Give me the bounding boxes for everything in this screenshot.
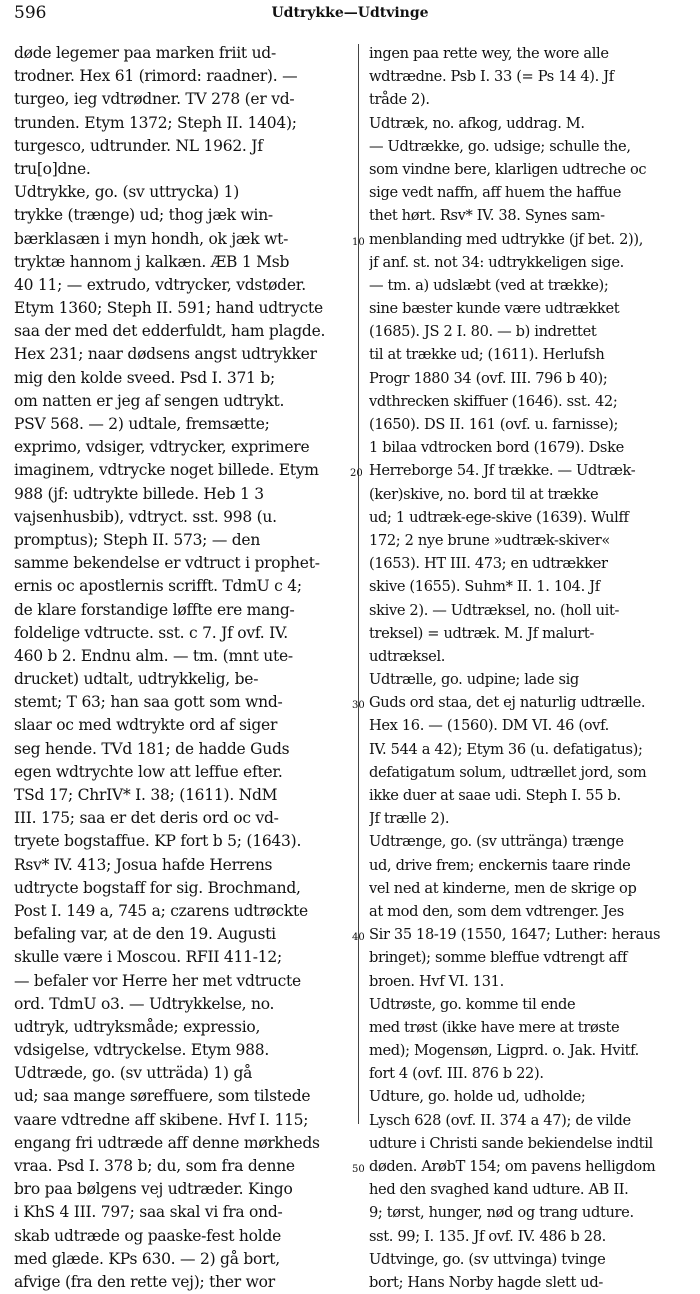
text-line: seg hende. TVd 181; de hadde Guds bbox=[14, 739, 290, 758]
text-line: promptus); Steph II. 573; — den bbox=[14, 530, 261, 549]
line-number-40: 40 bbox=[352, 932, 365, 943]
text-line: med trøst (ikke have mere at trøste bbox=[369, 1018, 620, 1036]
text-line: døde legemer paa marken friit ud- bbox=[14, 44, 276, 62]
text-line: tryete bogstaffue. KP fort b 5; (1643). bbox=[14, 832, 302, 851]
text-line: (1650). DS II. 161 (ovf. u. farnisse); bbox=[369, 416, 619, 433]
text-line: foldelige vdtructe. sst. c 7. Jf ovf. IV. bbox=[14, 623, 288, 642]
text-line: tru[o]dne. bbox=[14, 159, 91, 178]
text-line: skive (1655). Suhm* II. 1. 104. Jf bbox=[369, 578, 600, 596]
text-line: døden. ArøbT 154; om pavens helligdom bbox=[369, 1158, 656, 1175]
line-number-20: 20 bbox=[350, 468, 363, 479]
text-line: egen wdtrychte low att leffue efter. bbox=[14, 762, 283, 781]
text-line: samme bekendelse er vdtruct i prophet- bbox=[14, 554, 320, 573]
text-line: bringet); somme bleffue vdtrengt aff bbox=[369, 949, 628, 967]
text-line: Hex 231; naar dødsens angst udtrykker bbox=[14, 345, 317, 364]
text-line: vel ned at kinderne, men de skrige op bbox=[369, 879, 637, 897]
text-line: turgeo, ieg vdtrødner. TV 278 (er vd- bbox=[14, 90, 295, 109]
text-line: Udtrælle, go. udpine; lade sig bbox=[369, 671, 579, 689]
text-line: 460 b 2. Endnu alm. — tm. (mnt ute- bbox=[14, 646, 293, 665]
left-column bbox=[14, 42, 348, 1294]
text-line: treksel) = udtræk. M. Jf malurt- bbox=[369, 624, 595, 642]
text-line: mig den kolde sveed. Psd I. 371 b; bbox=[14, 368, 275, 387]
text-line: slaar oc med wdtrykte ord af siger bbox=[14, 716, 278, 735]
text-line: Udtrænge, go. (sv uttränga) trænge bbox=[369, 833, 624, 851]
text-line: bro paa bølgens vej udtræder. Kingo bbox=[14, 1180, 293, 1199]
text-line: sst. 99; I. 135. Jf ovf. IV. 486 b 28. bbox=[369, 1227, 606, 1245]
text-line: udtryk, udtryksmåde; expressio, bbox=[14, 1017, 261, 1036]
line-number-30: 30 bbox=[352, 700, 365, 711]
text-line: bort; Hans Norby hagde slett ud- bbox=[369, 1273, 603, 1291]
text-line: Etym 1360; Steph II. 591; hand udtrycte bbox=[14, 299, 323, 318]
text-line: til at trække ud; (1611). Herlufsh bbox=[369, 346, 605, 364]
text-line: ikke duer at saae udi. Steph I. 55 b. bbox=[369, 787, 621, 804]
text-line: trodner. Hex 61 (rimord: raadner). — bbox=[14, 67, 298, 86]
text-line: Progr 1880 34 (ovf. III. 796 b 40); bbox=[369, 369, 608, 387]
text-line: IV. 544 a 42); Etym 36 (u. defatigatus); bbox=[369, 740, 643, 758]
text-line: tråde 2). bbox=[369, 91, 430, 109]
text-line: Lysch 628 (ovf. II. 374 a 47); de vilde bbox=[369, 1111, 631, 1129]
text-line: saa der med det edderfuldt, ham plagde. bbox=[14, 322, 326, 341]
text-line: Udtrøste, go. komme til ende bbox=[369, 995, 576, 1013]
text-line: hed den svaghed kand udture. AB II. bbox=[369, 1181, 629, 1199]
text-line: exprimo, vdsiger, vdtrycker, exprimere bbox=[14, 438, 310, 457]
text-line: defatigatum solum, udtrællet jord, som bbox=[369, 763, 647, 781]
text-line: bærklasæn i myn hondh, ok jæk wt- bbox=[14, 229, 289, 248]
line-number-10: 10 bbox=[352, 237, 365, 248]
text-line: Post I. 149 a, 745 a; czarens udtrøckte bbox=[14, 901, 308, 920]
text-line: 40 11; — extrudo, vdtrycker, vdstøder. bbox=[14, 275, 306, 294]
text-line: (ker)skive, no. bord til at trække bbox=[369, 485, 599, 503]
text-line: wdtrædne. Psb I. 33 (= Ps 14 4). Jf bbox=[369, 68, 614, 86]
text-line: Guds ord staa, det ej naturlig udtrælle. bbox=[369, 694, 646, 712]
text-line: i KhS 4 III. 797; saa skal vi fra ond- bbox=[14, 1203, 283, 1222]
text-line: — Udtrække, go. udsige; schulle the, bbox=[369, 137, 631, 155]
text-line: med); Mogensøn, Ligprd. o. Jak. Hvitf. bbox=[369, 1042, 639, 1060]
text-line: Sir 35 18-19 (1550, 1647; Luther: heraus bbox=[369, 926, 661, 944]
page-header bbox=[0, 0, 700, 26]
text-line: Udtrykke, go. (sv uttrycka) 1) bbox=[14, 183, 240, 202]
text-line: Rsv* IV. 413; Josua hafde Herrens bbox=[14, 855, 273, 874]
text-line: trykke (trænge) ud; thog jæk win- bbox=[14, 206, 273, 225]
text-line: thet hørt. Rsv* IV. 38. Synes sam- bbox=[369, 207, 605, 225]
text-line: 1 bilaa vdtrocken bord (1679). Dske bbox=[369, 439, 624, 457]
text-line: Udtræk, no. afkog, uddrag. M. bbox=[369, 114, 585, 132]
text-line: vraa. Psd I. 378 b; du, som fra denne bbox=[14, 1157, 295, 1175]
text-line: befaling var, at de den 19. Augusti bbox=[14, 925, 276, 944]
text-line: tryktæ hannom j kalkæn. ÆB 1 Msb bbox=[14, 252, 290, 271]
text-line: drucket) udtalt, udtrykkelig, be- bbox=[14, 670, 259, 689]
text-line: — tm. a) udslæbt (ved at trække); bbox=[369, 276, 609, 294]
text-line: imaginem, vdtrycke noget billede. Etym bbox=[14, 461, 319, 480]
text-line: stemt; T 63; han saa gott som wnd- bbox=[14, 693, 283, 712]
text-line: Herreborge 54. Jf trække. — Udtræk- bbox=[369, 462, 636, 480]
text-line: afvige (fra den rette vej); ther wor bbox=[14, 1272, 275, 1291]
text-line: vdthrecken skiffuer (1646). sst. 42; bbox=[369, 392, 618, 410]
text-line: vajsenhusbib), vdtryct. sst. 998 (u. bbox=[14, 507, 277, 526]
text-line: TSd 17; ChrIV* I. 38; (1611). NdM bbox=[14, 786, 278, 804]
text-line: Udtræde, go. (sv utträda) 1) gå bbox=[14, 1064, 253, 1083]
text-line: skive 2). — Udtræksel, no. (holl uit- bbox=[369, 601, 620, 619]
text-line: udtrycte bogstaff for sig. Brochmand, bbox=[14, 878, 301, 897]
line-number-50: 50 bbox=[352, 1164, 365, 1175]
text-line: (1685). JS 2 I. 80. — b) indrettet bbox=[369, 323, 597, 341]
running-title: Udtrykke—Udtvinge bbox=[271, 5, 429, 21]
text-line: PSV 568. — 2) udtale, fremsætte; bbox=[14, 415, 270, 433]
text-line: skulle være i Moscou. RFII 411-12; bbox=[14, 948, 282, 967]
text-line: som vindne bere, klarligen udtreche oc bbox=[369, 160, 647, 178]
text-line: de klare forstandige løffte ere mang- bbox=[14, 600, 295, 619]
text-line: at mod den, som dem vdtrenger. Jes bbox=[369, 902, 624, 920]
text-line: skab udtræde og paaske-fest holde bbox=[14, 1226, 282, 1245]
text-line: Hex 16. — (1560). DM VI. 46 (ovf. bbox=[369, 717, 609, 735]
text-line: Udture, go. holde ud, udholde; bbox=[369, 1088, 586, 1106]
text-line: turgesco, udtrunder. NL 1962. Jf bbox=[14, 136, 263, 155]
right-column bbox=[369, 42, 687, 1294]
text-line: 172; 2 nye brune »udtræk-skiver« bbox=[369, 531, 610, 549]
text-line: Jf trælle 2). bbox=[369, 810, 450, 828]
text-line: trunden. Etym 1372; Steph II. 1404); bbox=[14, 113, 297, 132]
text-line: ernis oc apostlernis scrifft. TdmU c 4; bbox=[14, 577, 302, 596]
text-line: ud, drive frem; enckernis taare rinde bbox=[369, 856, 631, 874]
text-line: sine bæster kunde være udtrækket bbox=[369, 300, 620, 318]
text-line: med glæde. KPs 630. — 2) gå bort, bbox=[14, 1249, 280, 1268]
text-line: jf anf. st. not 34: udtrykkeligen sige. bbox=[369, 253, 624, 271]
text-line: udture i Christi sande bekiendelse indtil bbox=[369, 1134, 653, 1152]
text-line: broen. Hvf VI. 131. bbox=[369, 972, 504, 990]
text-line: vdsigelse, vdtryckelse. Etym 988. bbox=[14, 1041, 270, 1060]
text-line: ord. TdmU o3. — Udtrykkelse, no. bbox=[14, 994, 275, 1013]
text-line: engang fri udtræde aff denne mørkheds bbox=[14, 1133, 320, 1152]
text-line: 9; tørst, hunger, nød og trang udture. bbox=[369, 1204, 634, 1222]
column-divider bbox=[358, 44, 359, 1124]
text-line: III. 175; saa er det deris ord oc vd- bbox=[14, 809, 279, 828]
text-line: menblanding med udtrykke (jf bet. 2)), bbox=[369, 230, 644, 248]
page-number: 596 bbox=[14, 3, 47, 23]
text-line: — befaler vor Herre her met vdtructe bbox=[14, 971, 301, 990]
text-line: 988 (jf: udtrykte billede. Heb 1 3 bbox=[14, 484, 264, 503]
text-line: om natten er jeg af sengen udtrykt. bbox=[14, 391, 285, 410]
text-line: Udtvinge, go. (sv uttvinga) tvinge bbox=[369, 1250, 606, 1268]
text-line: sige vedt naffn, aff huem the haffue bbox=[369, 184, 622, 202]
text-line: ud; 1 udtræk-ege-skive (1639). Wulff bbox=[369, 508, 629, 526]
text-line: ingen paa rette wey, the wore alle bbox=[369, 45, 609, 62]
text-line: (1653). HT III. 473; en udtrækker bbox=[369, 555, 608, 573]
text-line: ud; saa mange søreffuere, som tilstede bbox=[14, 1087, 311, 1106]
text-line: fort 4 (ovf. III. 876 b 22). bbox=[369, 1065, 544, 1083]
text-line: udtræksel. bbox=[369, 647, 446, 665]
text-line: vaare vdtredne aff skibene. Hvf I. 115; bbox=[14, 1110, 309, 1129]
